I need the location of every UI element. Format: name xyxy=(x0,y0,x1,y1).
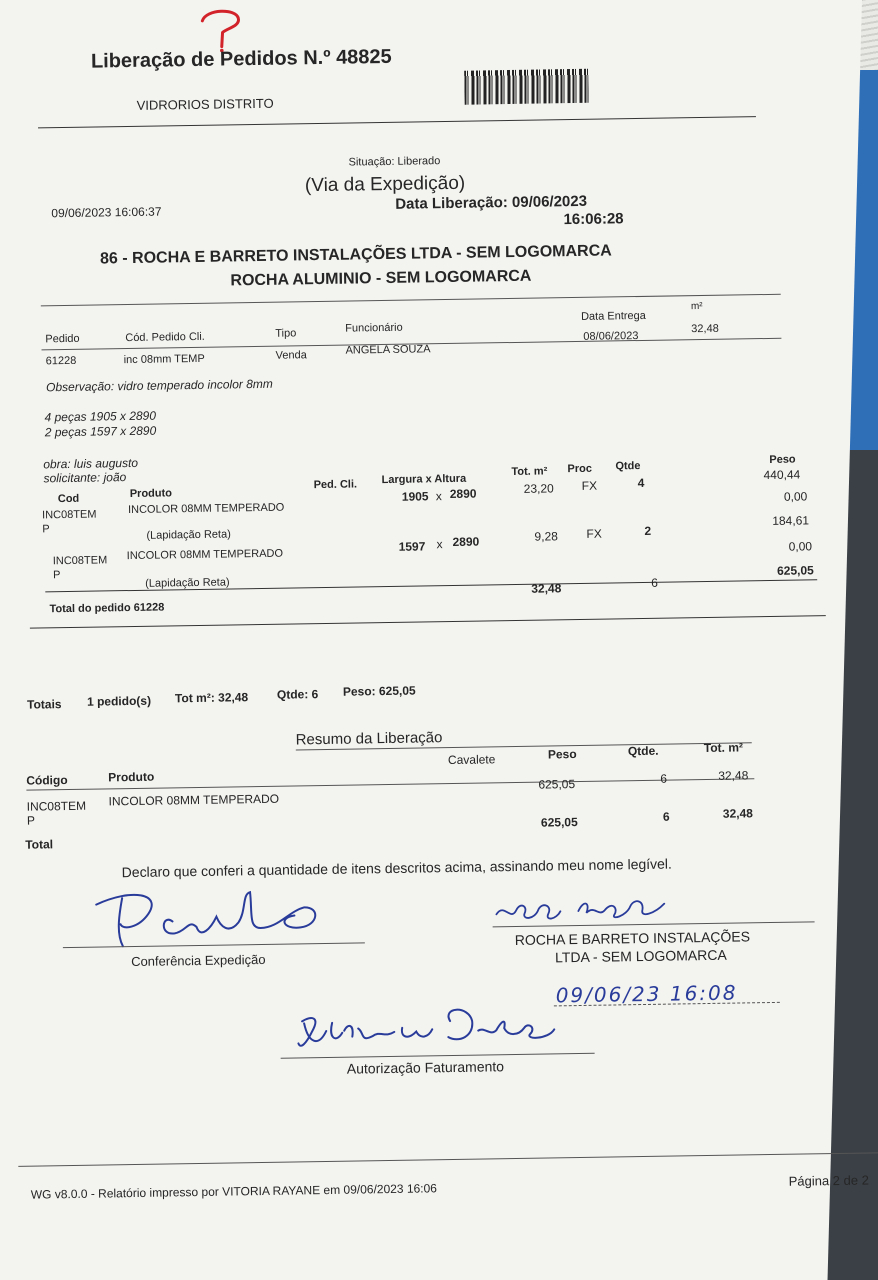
signature-label-conferencia: Conferência Expedição xyxy=(131,951,266,970)
order-header-tipo: Tipo xyxy=(275,327,297,340)
item-1-altura: 2890 xyxy=(449,486,477,501)
barcode-icon xyxy=(464,69,589,105)
order-total-label: Total do pedido 61228 xyxy=(49,601,165,616)
order-header-cod-pedido: Cód. Pedido Cli. xyxy=(125,330,205,345)
items-header-peso: Peso xyxy=(769,453,796,466)
item-2-cod: INC08TEM xyxy=(52,554,108,568)
order-header-m2: m² xyxy=(690,301,703,313)
totals-pedidos: 1 pedido(s) xyxy=(86,693,152,709)
handwritten-date: 09/06/23 16:08 xyxy=(555,980,738,1008)
item-1-qtde: 4 xyxy=(637,475,645,491)
item-1-proc: FX xyxy=(581,478,598,493)
summary-row-cod: INC08TEM xyxy=(26,798,87,814)
summary-row-peso: 625,05 xyxy=(538,777,576,792)
totals-m2: Tot m²: 32,48 xyxy=(174,690,249,706)
signature-label-company-1: ROCHA E BARRETO INSTALAÇÕES xyxy=(514,928,751,949)
items-header-dimensions: Largura x Altura xyxy=(381,472,467,487)
totals-label: Totais xyxy=(26,697,62,712)
client-secondary: ROCHA ALUMINIO - SEM LOGOMARCA xyxy=(230,267,532,290)
summary-header-tot-m2: Tot. m² xyxy=(703,740,744,756)
item-2-tot-m2: 9,28 xyxy=(534,529,558,544)
item-1-peso-extra: 0,00 xyxy=(783,489,808,504)
item-1-cod-suffix: P xyxy=(42,523,50,536)
item-2-peso-extra: 0,00 xyxy=(788,539,813,554)
order-value-cod-pedido: inc 08mm TEMP xyxy=(123,352,205,367)
print-datetime: 09/06/2023 16:06:37 xyxy=(51,204,162,221)
summary-total-qtde: 6 xyxy=(662,809,670,824)
company-subtitle: VIDRORIOS DISTRITO xyxy=(136,95,274,113)
item-2-proc: FX xyxy=(586,526,602,541)
item-1-tot-m2: 23,20 xyxy=(523,481,554,496)
item-1-largura: 1905 xyxy=(401,489,429,504)
summary-header-codigo: Código xyxy=(26,773,68,788)
header-divider xyxy=(38,116,756,128)
order-value-funcionario: ANGELA SOUZA xyxy=(345,343,431,357)
items-header-proc: Proc xyxy=(567,462,592,476)
order-total-peso: 625,05 xyxy=(776,563,814,578)
summary-row-qtde: 6 xyxy=(660,771,668,786)
footer-page-number: Página 2 de 2 xyxy=(788,1172,869,1189)
item-1-sub: (Lapidação Reta) xyxy=(146,528,231,542)
order-value-pedido: 61228 xyxy=(45,354,77,368)
question-mark-icon xyxy=(196,6,247,53)
item-1-produto: INCOLOR 08MM TEMPERADO xyxy=(127,501,285,517)
summary-title: Resumo da Liberação xyxy=(295,729,443,749)
item-1-cod: INC08TEM xyxy=(42,508,97,522)
order-total-m2: 32,48 xyxy=(531,581,562,596)
declaration-text: Declaro que conferi a quantidade de itens descritos acima, assinando meu nome legível. xyxy=(121,855,672,881)
document-title: Liberação de Pedidos N.º 48825 xyxy=(90,45,392,73)
footer-line xyxy=(18,1152,878,1167)
order-value-m2: 32,48 xyxy=(691,322,719,336)
order-value-tipo: Venda xyxy=(275,349,307,362)
summary-row-cod-suffix: P xyxy=(26,813,36,828)
items-header-cod: Cod xyxy=(57,492,80,506)
item-2-sub: (Lapidação Reta) xyxy=(145,576,230,590)
totals-qtde: Qtde: 6 xyxy=(276,687,319,702)
order-header-pedido: Pedido xyxy=(45,332,80,346)
order-header-data-entrega: Data Entrega xyxy=(580,309,646,323)
summary-total-label: Total xyxy=(25,837,54,852)
item-2-largura: 1597 xyxy=(398,539,426,554)
summary-header-produto: Produto xyxy=(108,769,155,785)
item-1-peso: 440,44 xyxy=(763,467,801,483)
summary-header-qtde: Qtde. xyxy=(627,743,659,759)
order-observation: Observação: vidro temperado incolor 8mm xyxy=(45,376,273,395)
item-2-produto: INCOLOR 08MM TEMPERADO xyxy=(126,547,284,563)
item-2-x: x xyxy=(436,537,443,552)
item-2-peso: 184,61 xyxy=(772,513,810,528)
summary-total-peso: 625,05 xyxy=(540,815,578,830)
footer-printed-by: WG v8.0.0 - Relatório impresso por VITORIA RAYANE em 09/06/2023 16:06 xyxy=(30,1181,438,1202)
summary-total-m2: 32,48 xyxy=(722,806,754,821)
release-date: Data Liberação: 09/06/2023 xyxy=(395,192,588,213)
order-pieces-1: 4 peças 1905 x 2890 xyxy=(44,408,157,425)
items-header-ped-cli: Ped. Cli. xyxy=(313,478,358,492)
summary-row-produto: INCOLOR 08MM TEMPERADO xyxy=(108,791,280,809)
item-2-altura: 2890 xyxy=(452,534,480,549)
signature-label-faturamento: Autorização Faturamento xyxy=(346,1058,505,1077)
order-pieces-2: 2 peças 1597 x 2890 xyxy=(44,423,157,440)
order-header-funcionario: Funcionário xyxy=(345,321,403,335)
order-total-qtde: 6 xyxy=(651,575,659,590)
item-1-x: x xyxy=(435,489,442,504)
signature-label-company-2: LTDA - SEM LOGOMARCA xyxy=(554,946,727,966)
copy-label: (Via da Expedição) xyxy=(304,172,466,197)
situation-text: Situação: Liberado xyxy=(348,155,441,169)
order-obra: obra: luis augusto xyxy=(43,455,139,472)
item-2-qtde: 2 xyxy=(644,523,652,538)
order-top-line xyxy=(41,294,781,307)
order-value-data-entrega: 08/06/2023 xyxy=(583,330,639,343)
summary-header-peso: Peso xyxy=(547,747,577,762)
signature-rocha-icon xyxy=(494,890,675,929)
items-header-qtde: Qtde xyxy=(615,459,641,473)
items-bottom-line xyxy=(30,615,826,629)
item-2-cod-suffix: P xyxy=(52,569,61,582)
items-header-tot-m2: Tot. m² xyxy=(511,465,548,479)
client-name: 86 - ROCHA E BARRETO INSTALAÇÕES LTDA - SEM LOGOMARCA xyxy=(99,242,612,268)
order-solicitante: solicitante: joão xyxy=(43,470,127,486)
release-time: 16:06:28 xyxy=(563,210,624,229)
items-header-produto: Produto xyxy=(129,487,173,501)
totals-peso: Peso: 625,05 xyxy=(342,683,416,699)
summary-header-cavalete: Cavalete xyxy=(447,752,496,768)
summary-row-tot-m2: 32,48 xyxy=(718,768,749,783)
